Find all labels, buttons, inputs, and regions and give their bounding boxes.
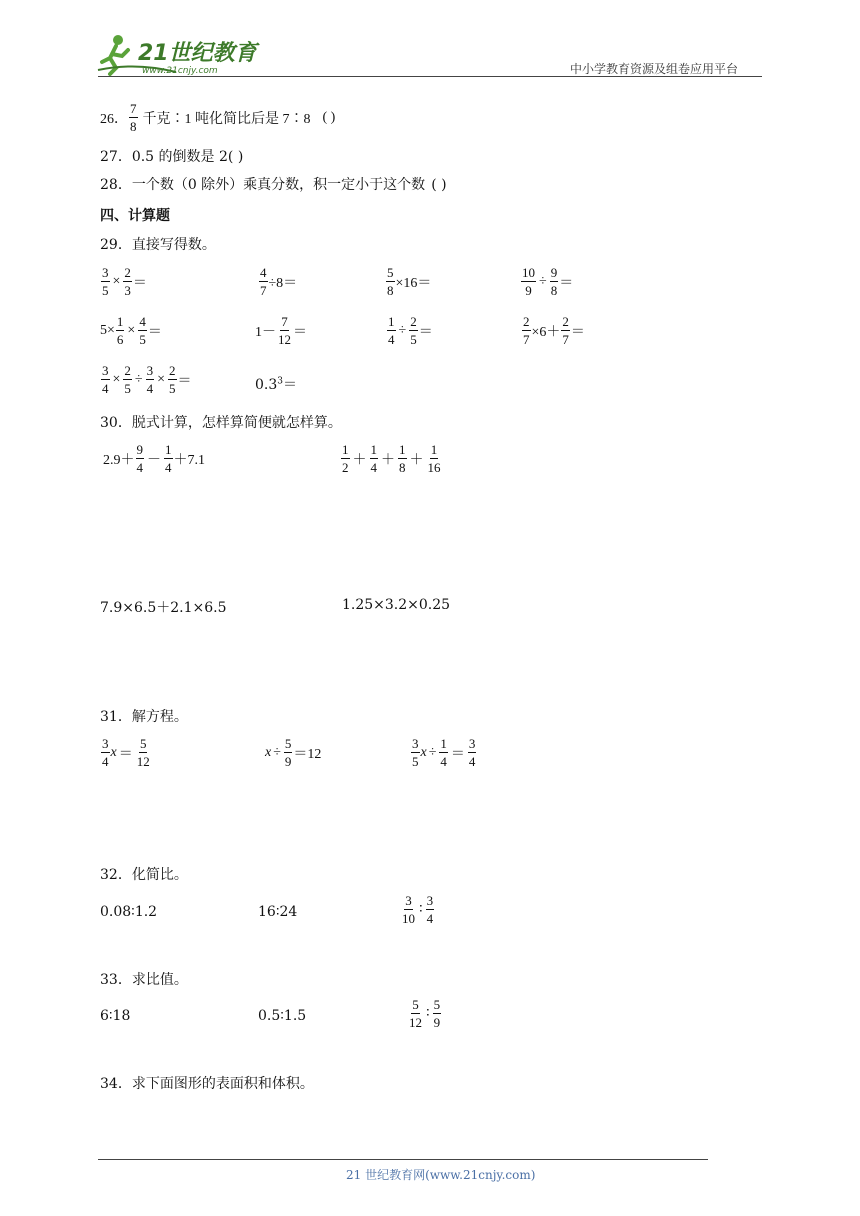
section-title: 四、计算题 (100, 208, 170, 224)
question-31-title: 31．解方程。 (100, 709, 188, 725)
expr-30-3: 7.9×6.5＋2.1×6.5 (100, 600, 227, 616)
footer-divider (98, 1159, 708, 1160)
header-platform-text: 中小学教育资源及组卷应用平台 (570, 62, 739, 76)
logo-url: www.21cnjy.com (142, 66, 218, 76)
question-32-title: 32．化简比。 (100, 867, 188, 883)
ratio-33-3: 5 12 ∶ 5 9 (409, 997, 441, 1030)
expr-29-4: $\frac{10}{9}$ ÷ $\frac{9}{8}$ ＝ (522, 265, 574, 298)
question-text: 千克∶1 吨化简比后是 7∶8 (142, 111, 311, 127)
logo-name: 21世纪教育 (138, 41, 257, 66)
question-30-title: 30．脱式计算，怎样算简便就怎样算。 (100, 415, 342, 431)
question-number: 28． (100, 177, 132, 193)
ratio-33-2: 0.5∶1.5 (258, 1008, 307, 1024)
answer-blank: ( ) (227, 149, 244, 165)
question-33-title: 33．求比值。 (100, 972, 188, 988)
site-logo (96, 32, 266, 76)
question-text: 一个数（0 除外）乘真分数，积一定小于这个数 (131, 177, 426, 193)
question-text: 0.5 的倒数是 2 (131, 149, 228, 165)
expr-29-5: 5× $\frac{1}{6}$ × $\frac{4}{5}$ ＝ (100, 314, 162, 347)
answer-blank: ( ) (431, 177, 447, 193)
question-29-title: 29．直接写得数。 (100, 237, 216, 253)
equation-31-1: 3 4 x ＝ 5 12 (102, 736, 150, 769)
header-divider (98, 76, 762, 77)
expr-29-1: $\frac{3}{5}$ × $\frac{2}{3}$ ＝ (102, 265, 147, 298)
expr-29-3: $\frac{5}{8}$ ×16＝ (387, 265, 432, 298)
equation-31-3: 3 5 x ÷ $\frac{1}{4}$ ＝ 3 4 (412, 736, 476, 769)
expr-30-1: 2.9＋ 9 4 － 1 4 ＋7.1 (103, 442, 205, 475)
question-number: 27． (100, 149, 132, 165)
ratio-33-1: 6∶18 (100, 1008, 131, 1024)
expr-29-2: $\frac{4}{7}$ ÷8＝ (260, 265, 298, 298)
expr-29-8: $\frac{2}{7}$ ×6＋ 2 7 ＝ (523, 314, 585, 347)
question-number: 26． (100, 111, 128, 127)
expr-30-2: 1 2 ＋ 1 4 ＋ 1 8 ＋ 1 16 (342, 442, 441, 475)
expr-29-6: 1－ 7 12 ＝ (255, 314, 307, 347)
question-27 (100, 146, 243, 166)
expr-29-7: $\frac{1}{4}$ ÷ $\frac{2}{5}$ ＝ (388, 314, 433, 347)
question-26 (100, 102, 335, 133)
question-28 (100, 174, 447, 194)
equation-31-2: x ÷ $\frac{5}{9}$ ＝12 (265, 736, 322, 769)
question-34-title: 34．求下面图形的表面积和体积。 (100, 1076, 314, 1092)
ratio-32-1: 0.08∶1.2 (100, 904, 158, 920)
ratio-32-3: 3 10 ∶ 3 4 (402, 893, 434, 926)
expr-29-10: $0.3^3=$ (255, 376, 297, 393)
ratio-32-2: 16∶24 (258, 904, 298, 920)
footer-link[interactable]: 21 世纪教育网(www.21cnjy.com) (346, 1168, 536, 1182)
fraction: 7 8 (130, 101, 137, 134)
expr-29-9: $\frac{3}{4}$ × $\frac{2}{5}$ ÷ $\frac{3}{4}$ × $\frac{2}{5}$ ＝ (102, 363, 192, 396)
expr-30-4: 1.25×3.2×0.25 (342, 597, 451, 613)
answer-blank: ( ) (322, 109, 336, 125)
